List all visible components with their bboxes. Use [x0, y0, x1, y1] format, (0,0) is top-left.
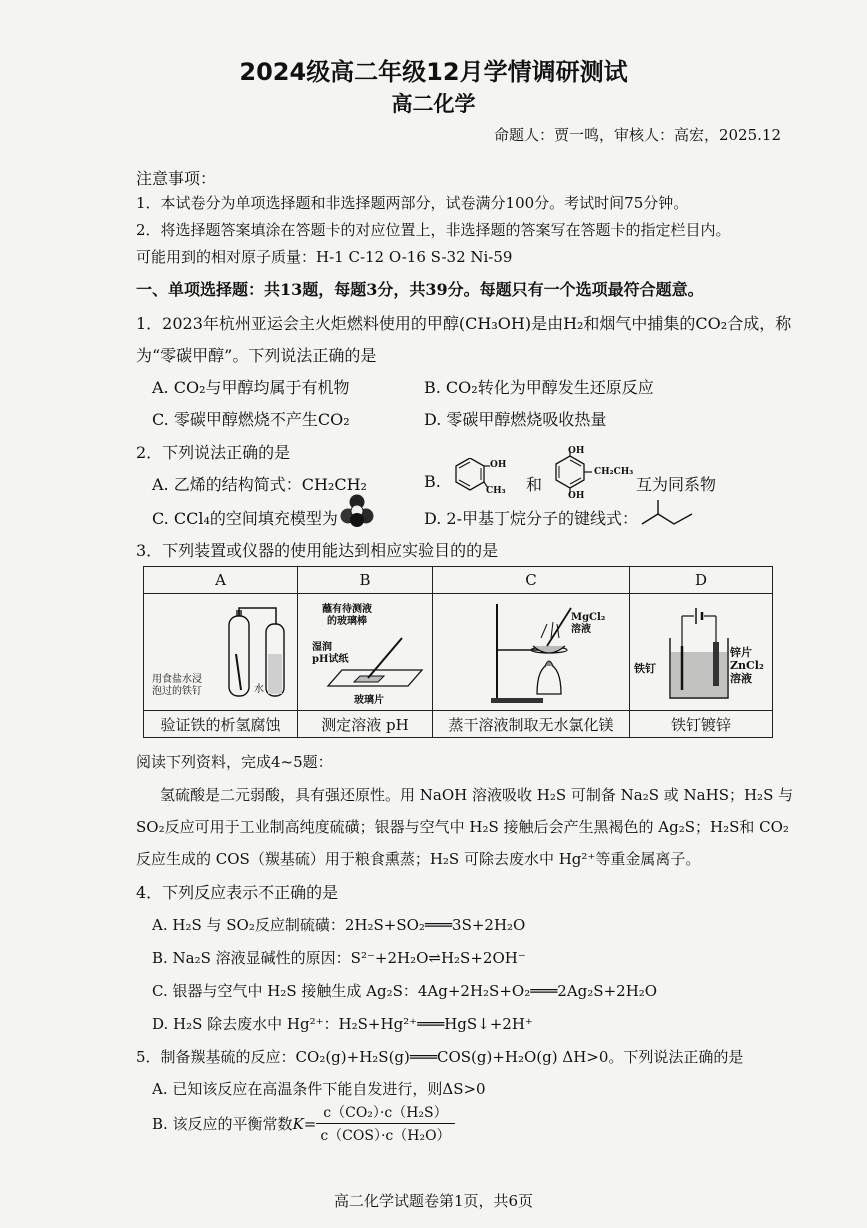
q5-option-b-prefix: B. 该反应的平衡常数 [152, 1115, 293, 1133]
q4-option-a: A. H₂S 与 SO₂反应制硫磺：2H₂S+SO₂═══3S+2H₂O [152, 916, 526, 934]
q5-option-b [152, 1102, 455, 1145]
q4-option-d: D. H₂S 除去废水中 Hg²⁺：H₂S+Hg²⁺═══HgS↓+2H⁺ [152, 1015, 533, 1033]
q1-option-a: A. CO₂与甲醇均属于有机物 [152, 378, 350, 397]
reading-line2: SO₂反应可用于工业制高纯度硫磺；银器与空气中 H₂S 接触后会产生黑褐色的 Ag₂S；H₂S和 CO₂ [136, 818, 789, 836]
d-label-zncl2: ZnCl₂ [730, 659, 764, 672]
q2-option-a: A. 乙烯的结构简式：CH₂CH₂ [152, 475, 367, 494]
q3-stem: 3．下列装置或仪器的使用能达到相应实验目的的是 [136, 541, 499, 560]
q3-caption-b: 测定溶液 pH [298, 711, 433, 738]
q3-caption-d: 铁钉镀锌 [630, 711, 773, 738]
exam-subtitle: 高二化学 [391, 92, 476, 116]
b-label-wet: 湿润 [312, 642, 332, 653]
q2-option-d: D. 2-甲基丁烷分子的键线式： [424, 509, 639, 528]
q5-k-symbol: K= [292, 1114, 317, 1133]
o-cresol-oh-label: OH [490, 460, 507, 470]
q2-option-b-prefix: B. [424, 472, 441, 491]
d-label-solution: 溶液 [730, 672, 752, 685]
ccl4-space-filling-model [340, 494, 374, 528]
q3-apparatus-a [144, 594, 298, 711]
a-label-line1: 用食盐水浸 [152, 674, 202, 685]
q5-stem: 5．制备羰基硫的反应：CO₂(g)+H₂S(g)═══COS(g)+H₂O(g) ΔH>0。下列说法正确的是 [136, 1048, 744, 1066]
q2-stem: 2．下列说法正确的是 [136, 443, 291, 462]
q1-option-c: C. 零碳甲醇燃烧不产生CO₂ [152, 410, 350, 429]
a-label-line2: 泡过的铁钉 [152, 686, 202, 697]
q3-header-a: A [144, 567, 298, 594]
exam-meta: 命题人：贾一鸣，审核人：高宏，2025.12 [493, 126, 781, 144]
b-label-glass: 玻璃片 [354, 695, 384, 706]
d-label-zinc: 锌片 [730, 646, 752, 659]
catechol-oh-bottom-label: OH [568, 491, 585, 501]
q3-apparatus-table [143, 566, 773, 738]
q5-option-a: A. 已知该反应在高温条件下能自发进行，则ΔS>0 [152, 1080, 486, 1098]
exam-title: 2024级高二年级12月学情调研测试 [239, 58, 628, 86]
q3-caption-a: 验证铁的析氢腐蚀 [144, 711, 298, 738]
reading-intro: 阅读下列资料，完成4~5题： [136, 753, 333, 771]
catechol-oh-top-label: OH [568, 446, 585, 456]
q4-option-c: C. 银器与空气中 H₂S 接触生成 Ag₂S：4Ag+2H₂S+O₂═══2Ag₂S+2H₂O [152, 982, 658, 1000]
q1-option-b: B. CO₂转化为甲醇发生还原反应 [424, 378, 654, 397]
q5-k-numerator: c（CO₂）·c（H₂S） [316, 1102, 454, 1124]
o-cresol-ch3-label: CH₃ [486, 486, 506, 496]
q3-apparatus-d [630, 594, 773, 711]
notice-item-2: 2．将选择题答案填涂在答题卡的对应位置上，非选择题的答案写在答题卡的指定栏目内。 [136, 221, 731, 239]
catechol-ethyl-label: CH₂CH₃ [594, 467, 634, 477]
reading-line3: 反应生成的 COS（羰基硫）用于粮食熏蒸；H₂S 可除去废水中 Hg²⁺等重金属离子。 [136, 850, 701, 868]
q1-option-d: D. 零碳甲醇燃烧吸收热量 [424, 410, 607, 429]
q1-stem-line2: 为“零碳甲醇”。下列说法正确的是 [136, 346, 377, 365]
q3-caption-c: 蒸干溶液制取无水氯化镁 [433, 711, 630, 738]
b-label-rod2: 的玻璃棒 [327, 616, 367, 627]
b-label-paper: pH试纸 [312, 654, 349, 665]
q2-option-c: C. CCl₄的空间填充模型为 [152, 509, 338, 528]
d-label-nail: 铁钉 [634, 662, 656, 675]
q2-option-b-and: 和 [526, 475, 543, 494]
c-label-solution: 溶液 [571, 624, 591, 635]
q2-option-b-suffix: 互为同系物 [636, 475, 717, 494]
q5-k-denominator: c（COS）·c（H₂O） [320, 1128, 451, 1144]
q1-stem-line1: 1．2023年杭州亚运会主火炬燃料使用的甲醇(CH₃OH)是由H₂和烟气中捕集的CO₂合成，称 [136, 314, 792, 333]
notice-item-1: 1．本试卷分为单项选择题和非选择题两部分，试卷满分100分。考试时间75分钟。 [136, 194, 689, 212]
atomic-masses: 可能用到的相对原子质量：H-1 C-12 O-16 S-32 Ni-59 [136, 248, 513, 266]
b-label-rod1: 蘸有待测液 [322, 604, 372, 615]
section-1-heading: 一、单项选择题：共13题，每题3分，共39分。每题只有一个选项最符合题意。 [136, 280, 704, 299]
reading-line1: 氢硫酸是二元弱酸，具有强还原性。用 NaOH 溶液吸收 H₂S 可制备 Na₂S 或 NaHS；H₂S 与 [160, 786, 794, 804]
notice-heading: 注意事项： [136, 169, 217, 188]
a-label-water: 水 [254, 684, 264, 695]
page-footer: 高二化学试题卷第1页，共6页 [333, 1192, 534, 1210]
q3-header-b: B [298, 567, 433, 594]
q3-header-d: D [630, 567, 773, 594]
q4-option-b: B. Na₂S 溶液显碱性的原因：S²⁻+2H₂O⇌H₂S+2OH⁻ [152, 949, 526, 967]
q4-stem: 4．下列反应表示不正确的是 [136, 883, 339, 902]
q3-apparatus-b [298, 594, 433, 711]
q3-apparatus-c [433, 594, 630, 711]
methylbutane-skeletal-formula [640, 500, 696, 530]
q5-k-fraction [316, 1102, 454, 1145]
q3-header-c: C [433, 567, 630, 594]
c-label-mgcl2: MgCl₂ [571, 612, 606, 623]
